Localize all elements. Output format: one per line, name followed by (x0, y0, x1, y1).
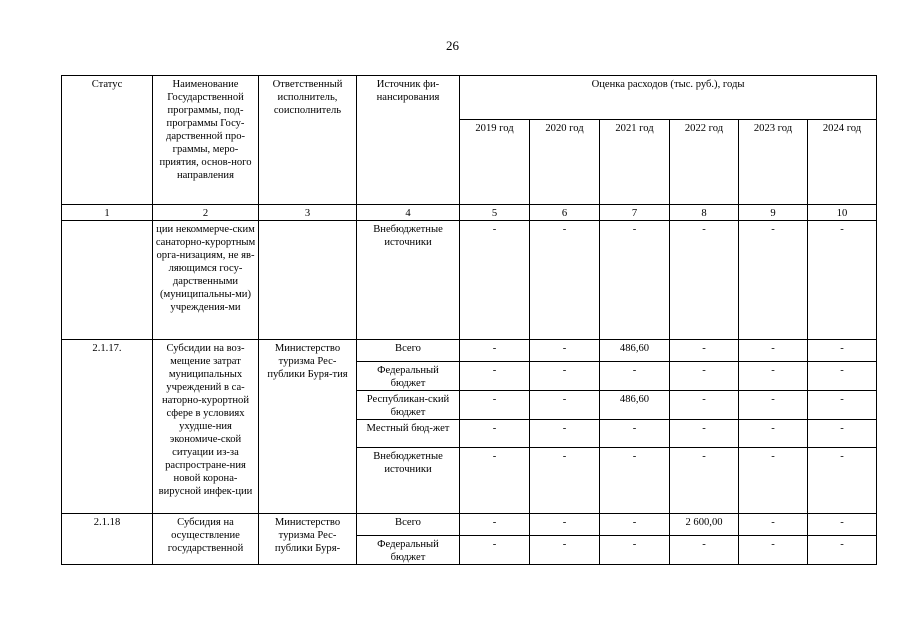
value-cell: - (530, 221, 600, 340)
row-responsible: Министерство туризма Рес-публики Буря- (259, 514, 357, 565)
value-cell: - (808, 221, 877, 340)
value-cell: - (739, 448, 808, 514)
source-label: Республикан-ский бюджет (357, 391, 460, 420)
value-cell: - (739, 536, 808, 565)
source-label: Внебюджетные источники (357, 448, 460, 514)
value-cell: 486,60 (600, 340, 670, 362)
value-cell: - (739, 340, 808, 362)
row-name: ции некоммерче-ским санаторно-курортным орга-низациям, не яв-ляющимся госу-дарственными (муниципальны-ми) учреждения-ми (153, 221, 259, 340)
value-cell: - (739, 420, 808, 448)
value-cell: - (460, 536, 530, 565)
value-cell: - (600, 420, 670, 448)
value-cell: - (739, 362, 808, 391)
value-cell: 2 600,00 (670, 514, 739, 536)
value-cell: - (670, 362, 739, 391)
value-cell: - (460, 420, 530, 448)
value-cell: - (460, 340, 530, 362)
value-cell: - (808, 340, 877, 362)
row-name: Субсидия на осуществление государственной (153, 514, 259, 565)
source-label: Всего (357, 514, 460, 536)
value-cell: - (739, 221, 808, 340)
value-cell: - (460, 448, 530, 514)
value-cell: - (530, 340, 600, 362)
header-year-2024: 2024 год (808, 120, 877, 205)
value-cell: - (600, 448, 670, 514)
source-label: Федеральный бюджет (357, 536, 460, 565)
table-row (62, 221, 877, 340)
row-status (62, 221, 153, 340)
header-estimate: Оценка расходов (тыс. руб.), годы (460, 76, 877, 120)
value-cell: - (670, 536, 739, 565)
value-cell: - (808, 536, 877, 565)
header-year-2022: 2022 год (670, 120, 739, 205)
value-cell: - (600, 514, 670, 536)
row-status: 2.1.18 (62, 514, 153, 565)
value-cell: - (600, 221, 670, 340)
value-cell: - (460, 391, 530, 420)
source-label: Внебюджетные источники (357, 221, 460, 340)
header-year-2023: 2023 год (739, 120, 808, 205)
value-cell: - (808, 362, 877, 391)
value-cell: - (530, 448, 600, 514)
table-row (62, 514, 877, 536)
column-number: 1 (62, 205, 153, 221)
header-year-2020: 2020 год (530, 120, 600, 205)
column-number: 4 (357, 205, 460, 221)
page-number: 26 (446, 38, 459, 53)
value-cell: - (670, 448, 739, 514)
value-cell: - (460, 221, 530, 340)
value-cell: - (530, 362, 600, 391)
source-label: Федеральный бюджет (357, 362, 460, 391)
value-cell: - (808, 420, 877, 448)
header-source: Источник фи-нансирования (357, 76, 460, 205)
value-cell: - (460, 514, 530, 536)
value-cell: - (670, 391, 739, 420)
value-cell: - (530, 514, 600, 536)
header-name: Наименование Государственной программы, под-программы Госу-дарственной про-граммы, меро-приятия, основ-ного направления (153, 76, 259, 205)
column-number: 6 (530, 205, 600, 221)
column-number: 8 (670, 205, 739, 221)
header-year-2021: 2021 год (600, 120, 670, 205)
header-year-2019: 2019 год (460, 120, 530, 205)
column-number: 9 (739, 205, 808, 221)
value-cell: - (530, 391, 600, 420)
row-status: 2.1.17. (62, 340, 153, 514)
value-cell: - (600, 362, 670, 391)
column-number: 5 (460, 205, 530, 221)
value-cell: - (808, 391, 877, 420)
column-number: 7 (600, 205, 670, 221)
value-cell: - (808, 514, 877, 536)
value-cell: 486,60 (600, 391, 670, 420)
header-responsible: Ответственный исполнитель, соисполнитель (259, 76, 357, 205)
row-responsible (259, 221, 357, 340)
value-cell: - (739, 391, 808, 420)
row-responsible: Министерство туризма Рес-публики Буря-тия (259, 340, 357, 514)
value-cell: - (670, 221, 739, 340)
column-number: 2 (153, 205, 259, 221)
value-cell: - (739, 514, 808, 536)
column-number: 3 (259, 205, 357, 221)
value-cell: - (670, 420, 739, 448)
source-label: Всего (357, 340, 460, 362)
column-number-row (62, 205, 877, 221)
column-number: 10 (808, 205, 877, 221)
value-cell: - (530, 420, 600, 448)
budget-table (61, 75, 877, 565)
header-status: Статус (62, 76, 153, 205)
value-cell: - (670, 340, 739, 362)
value-cell: - (530, 536, 600, 565)
value-cell: - (600, 536, 670, 565)
table-row (62, 340, 877, 362)
value-cell: - (460, 362, 530, 391)
value-cell: - (808, 448, 877, 514)
source-label: Местный бюд-жет (357, 420, 460, 448)
row-name: Субсидии на воз-мещение затрат муниципальных учреждений в са-наторно-курортной сфере в условиях ухудше-ния экономиче-ской ситуации из-за распростране-ния новой корона-вирусной инфек-ции (153, 340, 259, 514)
